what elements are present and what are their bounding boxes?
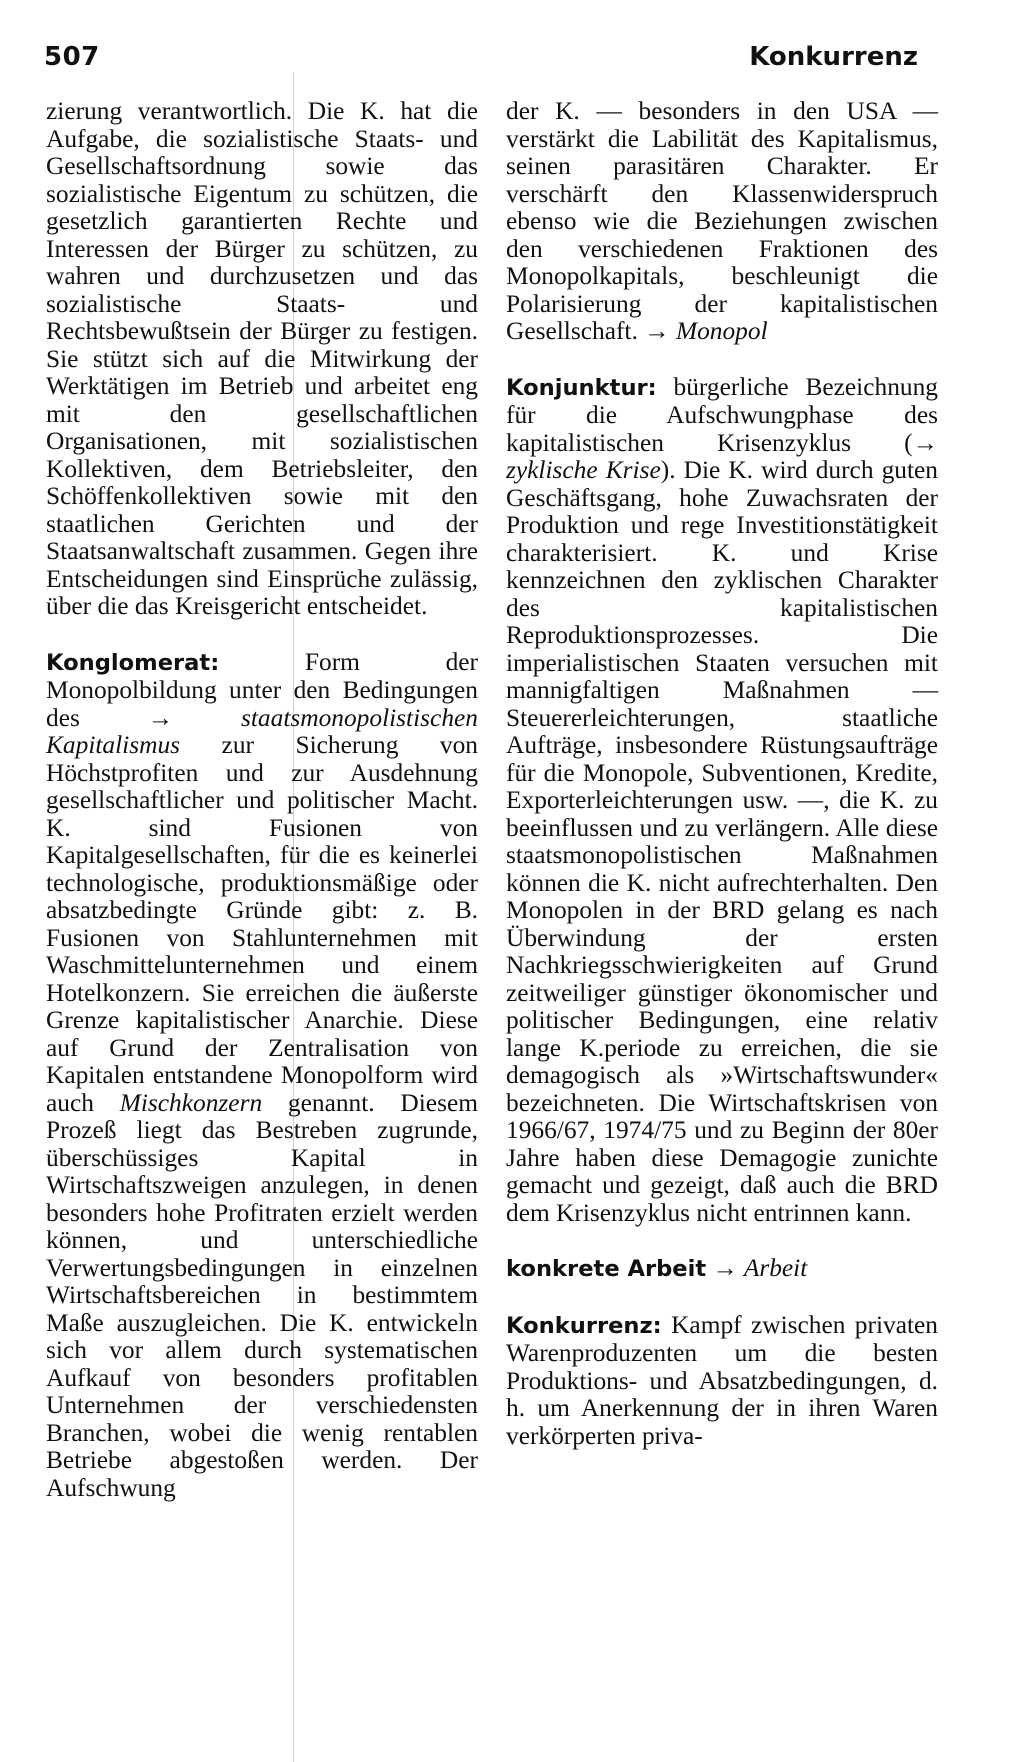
entry-text: ). Die K. wird durch guten Geschäftsgang, hohe Zuwachsraten der Produktion und rege Investitionstätigkeit charakterisiert. K. und Krise kennzeichnen den zyklischen Charakter des kapitalistischen Reproduktionsprozesses. Die imperialistischen Staaten versuchen mit mannigfaltigen Maßnahmen — Steuererleichterungen, staatliche Aufträge, insbesondere Rüstungsaufträge für die Monopole, Subventionen, Kredite, Exporterleichterungen usw. —, die K. zu beeinflussen und zu verlängern. Alle diese staatsmonopolistischen Maßnahmen können die K. nicht aufrechterhalten. Den Monopolen in der BRD gelang es nach Überwindung der ersten Nachkriegsschwierigkeiten auf Grund zeitweiliger günstiger ökonomischer und politischer Bedingungen, eine relativ lange K.periode zu erreichen, die sie demagogisch als »Wirtschaftswunder« bezeichneten. Die Wirtschaftskrisen von 1966/67, 1974/75 und zu Beginn der 80er Jahre haben diese Demagogie zunichte gemacht und gezeigt, daß auch die BRD dem Krisenzyklus nicht entrinnen kann. <box>506 456 939 1227</box>
cross-reference[interactable]: → Arbeit <box>712 1254 808 1282</box>
continued-paragraph: zierung verantwortlich. Die K. hat die Aufgabe, die sozialistische Staats- und Gesellschaftsordnung sowie das sozialistische Eigentum zu schützen, die gesetzlich garantierten Rechte und Interessen der Bürger zu schützen, zu wahren und durchzusetzen und das sozialistische Staats- und Rechtsbewußtsein der Bürger zu festigen. Sie stützt sich auf die Mitwirkung der Werktätigen im Betrieb und arbeitet eng mit den gesellschaftlichen Organisationen, mit sozialistischen Kollektiven, dem Betriebsleiter, den Schöffenkollektiven sowie mit den staatlichen Gerichten und der Staatsanwaltschaft zusammen. Gegen ihre Entscheidungen sind Einsprüche zulässig, über die das Kreisgericht entscheidet. <box>46 97 478 620</box>
continued-paragraph <box>506 98 938 346</box>
running-head: Konkurrenz <box>749 42 918 72</box>
entry-text: zur Sicherung von Höchstprofiten und zur Ausdehnung gesellschaftlicher und politischer Macht. K. sind Fusionen von Kapitalgesellschaften, für die es keinerlei technologische, produktionsmäßige oder absatzbedingte Gründe gibt: z. B. Fusionen von Stahlunternehmen mit Waschmittelunternehmen und einem Hotelkonzern. Sie erreichen die äußerste Grenze kapitalistischer Anarchie. Diese auf Grund der Zentralisation von Kapitalen entstandene Monopolform wird auch <box>46 731 478 1117</box>
right-column <box>506 98 938 1450</box>
entry-text: Form der Monopolbildung unter den Bedingungen des <box>46 647 478 732</box>
entry-konkurrenz <box>506 1312 938 1451</box>
cross-reference[interactable]: → zyklische Krise <box>506 428 938 484</box>
entry-term: Konjunktur: <box>506 374 657 401</box>
page-number: 507 <box>44 42 100 72</box>
entry-text: genannt. Diesem Prozeß liegt das Bestreben zugrunde, überschüssiges Kapital in Wirtschaftszweigen anzulegen, in denen besonders hohe Profitraten erzielt werden können, und unterschiedliche Verwertungsbedingungen in einzelnen Wirtschaftsbereichen in bestimmtem Maße auszugleichen. Die K. entwickeln sich vor allem durch systematischen Aufkauf von besonders profitablen Unternehmen der verschiedensten Branchen, wobei die wenig rentablen Betriebe abgestoßen werden. Der Aufschwung <box>46 1088 478 1502</box>
entry-text: bürgerliche Bezeichnung für die Aufschwungphase des kapitalistischen Krisenzyklus ( <box>506 372 938 457</box>
entry-term: Konkurrenz: <box>506 1312 662 1339</box>
entry-text: der K. — besonders in den USA — verstärkt die Labilität des Kapitalismus, seinen parasitären Charakter. Er verschärft den Klassenwiderspruch ebenso wie die Beziehungen zwischen den verschiedenen Fraktionen des Monopolkapitals, beschleunigt die Polarisierung der kapitalistischen Gesellschaft. <box>506 97 938 345</box>
entry-text: Kampf zwischen privaten Warenproduzenten um die besten Produktions- und Absatzbedingungen, d. h. um Anerkennung der in ihren Waren verkörperten priva- <box>506 1310 938 1450</box>
entry-konjunktur <box>506 374 938 1228</box>
left-column <box>46 98 478 1502</box>
entry-term: konkrete Arbeit <box>506 1256 707 1282</box>
entry-konglomerat <box>46 649 478 1503</box>
entry-konkrete-arbeit <box>506 1255 938 1284</box>
cross-reference[interactable]: → staatsmonopolistischen Kapitalismus <box>46 703 478 759</box>
cross-reference[interactable]: → Monopol <box>644 317 768 345</box>
entry-term: Konglomerat: <box>46 649 220 676</box>
italic-term: Mischkonzern <box>119 1088 263 1117</box>
